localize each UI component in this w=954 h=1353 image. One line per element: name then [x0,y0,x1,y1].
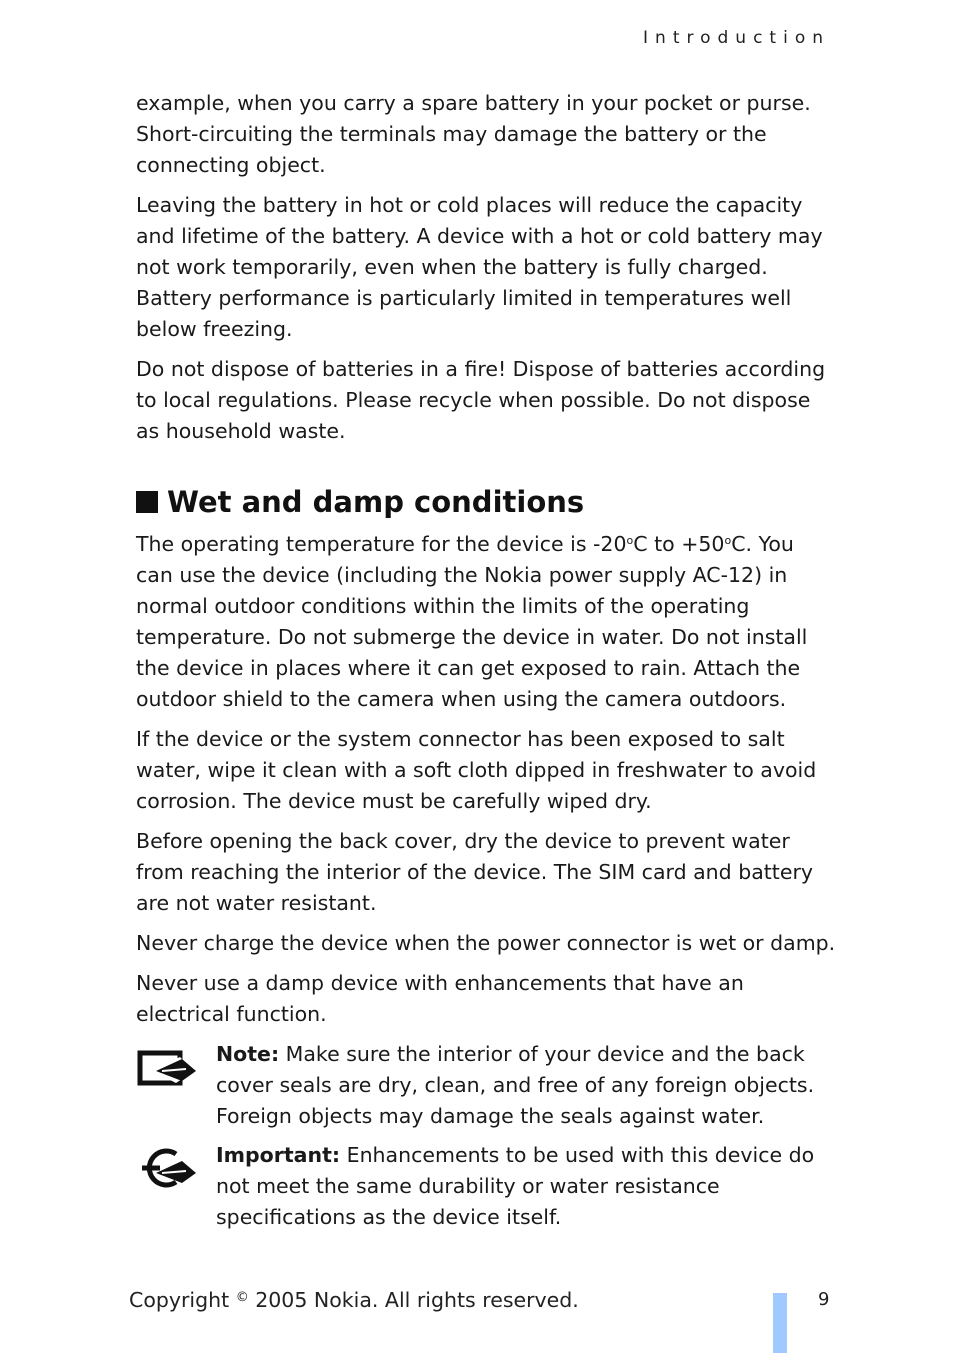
page-number: 9 [818,1289,830,1310]
page-content [136,88,836,1241]
section-title: Wet and damp conditions [167,485,585,519]
important-label: Important: [216,1143,341,1167]
body-paragraph: Leaving the battery in hot or cold places will reduce the capacity and lifetime of the battery. A device with a hot or cold battery may not work temporarily, even when the battery is fully charged. Battery performance is particularly limited in temperatures well below freezing. [136,193,823,341]
body-paragraph: Never charge the device when the power connector is wet or damp. [136,931,836,955]
body-paragraph: If the device or the system connector has been exposed to salt water, wipe it clean with a soft cloth dipped in freshwater to avoid corrosion. The device must be carefully wiped dry. [136,727,817,813]
section-heading [136,485,836,519]
body-paragraph: Before opening the back cover, dry the device to prevent water from reaching the interior of the device. The SIM card and battery are not water resistant. [136,829,814,915]
degree-sign: o [724,534,732,547]
note-block [136,1039,836,1132]
note-label: Note: [216,1042,280,1066]
body-paragraph: Do not dispose of batteries in a fire! Dispose of batteries according to local regulations. Please recycle when possible. Do not dispose as household waste. [136,357,826,443]
copyright-text-end: 2005 Nokia. All rights reserved. [248,1288,579,1312]
temperature-text-1: The operating temperature for the device is -20 [136,532,627,556]
temperature-text-3: C. You can use the device (including the Nokia power supply AC-12) in normal outdoor conditions within the limits of the operating temperature. Do not submerge the device in water. Do not install the device in places where it can get exposed to rain. Attach the outdoor shield to the camera when using the camera outdoors. [136,532,808,711]
note-pencil-icon [136,1047,198,1087]
important-block [136,1140,836,1233]
important-text: Enhancements to be used with this device do not meet the same durability or water resistance specifications as the device itself. [216,1143,815,1229]
footer-copyright [129,1288,579,1312]
temperature-paragraph [136,525,836,715]
temperature-text-2: C to +50 [633,532,725,556]
page-accent-bar [773,1293,787,1353]
heading-square-icon [136,491,158,513]
note-text: Make sure the interior of your device and the back cover seals are dry, clean, and free of any foreign objects. Foreign objects may damage the seals against water. [216,1042,815,1128]
degree-sign: o [626,534,634,547]
copyright-symbol: © [235,1290,249,1305]
body-paragraph: example, when you carry a spare battery in your pocket or purse. Short-circuiting the terminals may damage the battery or the connecting object. [136,91,811,177]
important-pointer-icon [136,1148,198,1188]
running-head: Introduction [643,28,830,48]
copyright-text-start: Copyright [129,1288,236,1312]
body-paragraph: Never use a damp device with enhancements that have an electrical function. [136,971,744,1026]
